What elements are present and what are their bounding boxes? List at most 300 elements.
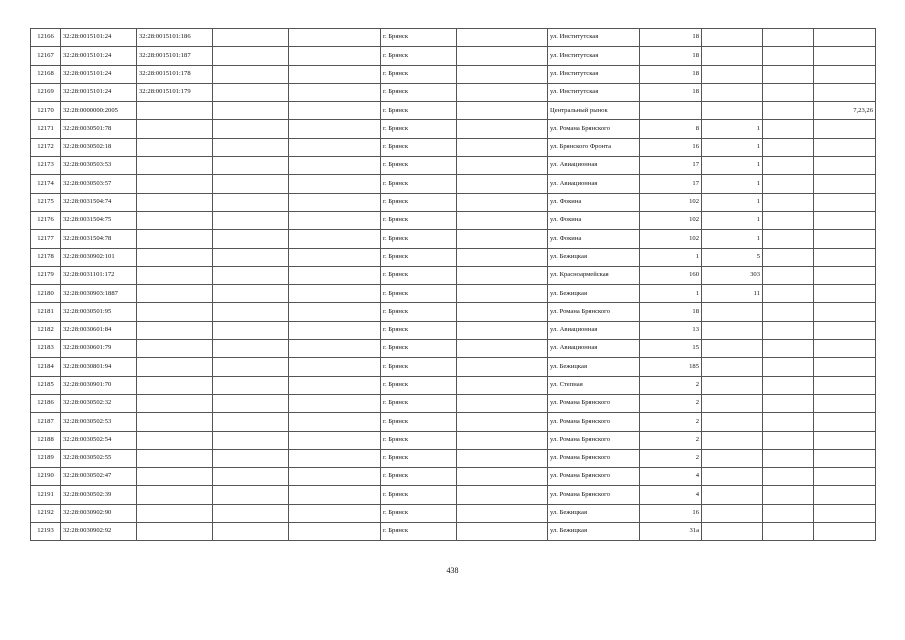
table-row: [31, 431, 876, 449]
cell-column-7: [457, 157, 548, 175]
cell-sub-cadastral-number: [137, 523, 213, 541]
cell-extra: [814, 321, 876, 339]
cell-house-number: 2: [640, 394, 702, 412]
cell-city: г. Брянск: [381, 193, 457, 211]
cell-column-5: [289, 303, 381, 321]
cell-city: г. Брянск: [381, 468, 457, 486]
cell-house-number: 18: [640, 65, 702, 83]
cell-city: г. Брянск: [381, 303, 457, 321]
cell-house-number: 8: [640, 120, 702, 138]
cell-column-7: [457, 193, 548, 211]
cell-column-11: [763, 83, 814, 101]
cell-street: ул. Романа Брянского: [548, 486, 640, 504]
cell-cadastral-number: 32:28:0030502:39: [61, 486, 137, 504]
cell-extra: [814, 449, 876, 467]
cell-extra: [814, 413, 876, 431]
cell-extra: [814, 394, 876, 412]
cell-extra: [814, 138, 876, 156]
table-row: [31, 266, 876, 284]
cell-row-number: 12176: [31, 211, 61, 229]
cell-extra: [814, 468, 876, 486]
cell-apartment: 1: [702, 175, 763, 193]
cell-extra: [814, 230, 876, 248]
cell-house-number: 16: [640, 138, 702, 156]
cell-column-7: [457, 175, 548, 193]
cell-street: ул. Авиационная: [548, 321, 640, 339]
cell-sub-cadastral-number: 32:28:0015101:187: [137, 47, 213, 65]
table-row: [31, 486, 876, 504]
cell-column-4: [213, 303, 289, 321]
cell-house-number: 160: [640, 266, 702, 284]
table-row: [31, 303, 876, 321]
cell-apartment: 1: [702, 211, 763, 229]
cell-row-number: 12187: [31, 413, 61, 431]
cell-sub-cadastral-number: [137, 303, 213, 321]
cell-apartment: 1: [702, 157, 763, 175]
cell-column-4: [213, 83, 289, 101]
cell-sub-cadastral-number: [137, 266, 213, 284]
cell-city: г. Брянск: [381, 102, 457, 120]
cell-column-11: [763, 230, 814, 248]
cell-city: г. Брянск: [381, 29, 457, 47]
cell-row-number: 12189: [31, 449, 61, 467]
cell-extra: [814, 47, 876, 65]
cell-column-11: [763, 248, 814, 266]
cell-extra: 7,23,26: [814, 102, 876, 120]
cell-cadastral-number: 32:28:0031504:74: [61, 193, 137, 211]
cell-house-number: 1: [640, 285, 702, 303]
cell-column-5: [289, 376, 381, 394]
table-row: [31, 285, 876, 303]
cell-column-5: [289, 230, 381, 248]
cell-sub-cadastral-number: [137, 120, 213, 138]
cell-sub-cadastral-number: [137, 193, 213, 211]
cell-city: г. Брянск: [381, 83, 457, 101]
table-row: [31, 65, 876, 83]
cell-extra: [814, 248, 876, 266]
cell-row-number: 12188: [31, 431, 61, 449]
cell-street: ул. Романа Брянского: [548, 120, 640, 138]
cell-apartment: 1: [702, 120, 763, 138]
cell-house-number: 18: [640, 29, 702, 47]
cell-house-number: 4: [640, 468, 702, 486]
cell-sub-cadastral-number: [137, 486, 213, 504]
cell-row-number: 12171: [31, 120, 61, 138]
cell-column-7: [457, 376, 548, 394]
cell-column-4: [213, 413, 289, 431]
cell-column-5: [289, 211, 381, 229]
cell-cadastral-number: 32:28:0030502:55: [61, 449, 137, 467]
cell-apartment: [702, 449, 763, 467]
cell-cadastral-number: 32:28:0030502:47: [61, 468, 137, 486]
cell-row-number: 12175: [31, 193, 61, 211]
cell-column-5: [289, 321, 381, 339]
cell-apartment: [702, 65, 763, 83]
cell-city: г. Брянск: [381, 157, 457, 175]
cell-column-7: [457, 468, 548, 486]
cell-house-number: 17: [640, 175, 702, 193]
cell-column-4: [213, 285, 289, 303]
cell-column-4: [213, 468, 289, 486]
cell-sub-cadastral-number: [137, 230, 213, 248]
table-row: [31, 468, 876, 486]
cell-row-number: 12181: [31, 303, 61, 321]
cell-row-number: 12169: [31, 83, 61, 101]
cell-street: ул. Фокина: [548, 211, 640, 229]
cell-house-number: [640, 102, 702, 120]
cell-apartment: [702, 376, 763, 394]
cell-sub-cadastral-number: [137, 157, 213, 175]
cell-column-11: [763, 120, 814, 138]
cell-column-5: [289, 47, 381, 65]
cell-column-4: [213, 157, 289, 175]
cell-column-7: [457, 248, 548, 266]
cell-column-11: [763, 394, 814, 412]
table-row: [31, 376, 876, 394]
cell-column-7: [457, 138, 548, 156]
cell-apartment: [702, 358, 763, 376]
cell-city: г. Брянск: [381, 211, 457, 229]
cell-cadastral-number: 32:28:0030801:94: [61, 358, 137, 376]
cell-column-11: [763, 449, 814, 467]
cell-cadastral-number: 32:28:0000000:2005: [61, 102, 137, 120]
cell-column-4: [213, 211, 289, 229]
table-row: [31, 120, 876, 138]
cell-street: ул. Бежицкая: [548, 285, 640, 303]
cell-extra: [814, 303, 876, 321]
cell-column-4: [213, 47, 289, 65]
cell-house-number: 185: [640, 358, 702, 376]
table-row: [31, 504, 876, 522]
cell-sub-cadastral-number: [137, 431, 213, 449]
cell-extra: [814, 157, 876, 175]
table-row: [31, 83, 876, 101]
table-row: [31, 138, 876, 156]
table-row: [31, 340, 876, 358]
cell-city: г. Брянск: [381, 230, 457, 248]
cell-apartment: [702, 83, 763, 101]
cell-sub-cadastral-number: 32:28:0015101:186: [137, 29, 213, 47]
cell-column-7: [457, 102, 548, 120]
cell-street: Центральный рынок: [548, 102, 640, 120]
cell-street: ул. Авиационная: [548, 175, 640, 193]
cell-column-11: [763, 523, 814, 541]
cell-column-11: [763, 266, 814, 284]
cell-sub-cadastral-number: [137, 468, 213, 486]
table-row: [31, 523, 876, 541]
cell-cadastral-number: 32:28:0030502:18: [61, 138, 137, 156]
cell-cadastral-number: 32:28:0031101:172: [61, 266, 137, 284]
cell-row-number: 12184: [31, 358, 61, 376]
cell-cadastral-number: 32:28:0030901:70: [61, 376, 137, 394]
cell-cadastral-number: 32:28:0030503:53: [61, 157, 137, 175]
cell-sub-cadastral-number: [137, 394, 213, 412]
cell-house-number: 102: [640, 230, 702, 248]
cell-street: ул. Романа Брянского: [548, 303, 640, 321]
cell-city: г. Брянск: [381, 358, 457, 376]
cell-sub-cadastral-number: 32:28:0015101:178: [137, 65, 213, 83]
cell-apartment: [702, 468, 763, 486]
cell-column-4: [213, 65, 289, 83]
cell-city: г. Брянск: [381, 138, 457, 156]
cell-column-11: [763, 102, 814, 120]
cell-city: г. Брянск: [381, 486, 457, 504]
cell-column-11: [763, 468, 814, 486]
cell-row-number: 12170: [31, 102, 61, 120]
cell-column-7: [457, 340, 548, 358]
cell-column-4: [213, 358, 289, 376]
cell-city: г. Брянск: [381, 340, 457, 358]
cell-column-4: [213, 175, 289, 193]
cell-street: ул. Бежицкая: [548, 504, 640, 522]
cell-column-5: [289, 138, 381, 156]
cell-house-number: 18: [640, 47, 702, 65]
cell-column-7: [457, 211, 548, 229]
cell-column-4: [213, 138, 289, 156]
cell-column-7: [457, 120, 548, 138]
cell-column-5: [289, 193, 381, 211]
cell-extra: [814, 358, 876, 376]
cell-cadastral-number: 32:28:0030501:78: [61, 120, 137, 138]
cell-cadastral-number: 32:28:0030503:57: [61, 175, 137, 193]
cell-sub-cadastral-number: [137, 138, 213, 156]
cell-column-5: [289, 120, 381, 138]
cell-street: ул. Фокина: [548, 193, 640, 211]
cell-apartment: [702, 29, 763, 47]
cell-column-7: [457, 65, 548, 83]
cell-city: г. Брянск: [381, 431, 457, 449]
cell-column-7: [457, 431, 548, 449]
cell-street: ул. Авиационная: [548, 340, 640, 358]
cell-column-5: [289, 468, 381, 486]
cell-column-7: [457, 83, 548, 101]
cell-extra: [814, 175, 876, 193]
cell-cadastral-number: 32:28:0031504:78: [61, 230, 137, 248]
cell-column-11: [763, 175, 814, 193]
cell-row-number: 12183: [31, 340, 61, 358]
cell-house-number: 102: [640, 211, 702, 229]
cell-house-number: 1: [640, 248, 702, 266]
cell-column-4: [213, 340, 289, 358]
cell-cadastral-number: 32:28:0030903:1887: [61, 285, 137, 303]
table-row: [31, 47, 876, 65]
cell-column-4: [213, 29, 289, 47]
cell-extra: [814, 266, 876, 284]
cell-city: г. Брянск: [381, 65, 457, 83]
cell-city: г. Брянск: [381, 523, 457, 541]
cell-street: ул. Институтская: [548, 65, 640, 83]
cell-street: ул. Романа Брянского: [548, 449, 640, 467]
cell-column-7: [457, 321, 548, 339]
page-number: 438: [446, 566, 459, 575]
cell-column-11: [763, 504, 814, 522]
cell-sub-cadastral-number: [137, 285, 213, 303]
cell-row-number: 12180: [31, 285, 61, 303]
cell-column-5: [289, 413, 381, 431]
table-row: [31, 449, 876, 467]
cell-apartment: 5: [702, 248, 763, 266]
cell-house-number: 13: [640, 321, 702, 339]
cell-column-4: [213, 266, 289, 284]
cell-extra: [814, 376, 876, 394]
cell-house-number: 16: [640, 504, 702, 522]
cell-city: г. Брянск: [381, 266, 457, 284]
cell-column-5: [289, 65, 381, 83]
cell-column-5: [289, 523, 381, 541]
cell-column-11: [763, 211, 814, 229]
cell-column-11: [763, 321, 814, 339]
cell-house-number: 2: [640, 413, 702, 431]
cell-street: ул. Романа Брянского: [548, 431, 640, 449]
cell-column-11: [763, 358, 814, 376]
cell-column-5: [289, 394, 381, 412]
table-row: [31, 193, 876, 211]
cell-sub-cadastral-number: [137, 449, 213, 467]
cell-column-7: [457, 394, 548, 412]
cell-column-11: [763, 413, 814, 431]
cell-column-5: [289, 486, 381, 504]
cell-city: г. Брянск: [381, 47, 457, 65]
cell-city: г. Брянск: [381, 120, 457, 138]
cell-cadastral-number: 32:28:0030501:95: [61, 303, 137, 321]
cell-column-5: [289, 248, 381, 266]
cell-street: ул. Брянского Фронта: [548, 138, 640, 156]
cell-apartment: 1: [702, 230, 763, 248]
cell-row-number: 12173: [31, 157, 61, 175]
cell-column-11: [763, 138, 814, 156]
cell-street: ул. Красноармейская: [548, 266, 640, 284]
cell-extra: [814, 285, 876, 303]
cell-street: ул. Институтская: [548, 29, 640, 47]
cell-apartment: [702, 394, 763, 412]
cell-extra: [814, 486, 876, 504]
table-row: [31, 29, 876, 47]
cell-row-number: 12182: [31, 321, 61, 339]
cell-row-number: 12167: [31, 47, 61, 65]
cell-extra: [814, 65, 876, 83]
table-row: [31, 175, 876, 193]
cell-row-number: 12186: [31, 394, 61, 412]
cell-column-5: [289, 285, 381, 303]
cell-column-5: [289, 157, 381, 175]
cell-column-5: [289, 358, 381, 376]
cell-sub-cadastral-number: [137, 175, 213, 193]
cell-column-11: [763, 303, 814, 321]
cell-apartment: [702, 102, 763, 120]
cell-extra: [814, 193, 876, 211]
cell-extra: [814, 340, 876, 358]
cell-column-4: [213, 193, 289, 211]
cell-column-4: [213, 504, 289, 522]
cell-column-11: [763, 157, 814, 175]
cell-street: ул. Романа Брянского: [548, 394, 640, 412]
cell-street: ул. Бежицкая: [548, 358, 640, 376]
cell-column-5: [289, 175, 381, 193]
cell-column-5: [289, 340, 381, 358]
cell-column-4: [213, 102, 289, 120]
cell-column-7: [457, 47, 548, 65]
cell-cadastral-number: 32:28:0030902:90: [61, 504, 137, 522]
cell-house-number: 17: [640, 157, 702, 175]
cell-column-7: [457, 523, 548, 541]
cell-extra: [814, 83, 876, 101]
cell-street: ул. Романа Брянского: [548, 413, 640, 431]
cell-cadastral-number: 32:28:0015101:24: [61, 47, 137, 65]
cell-extra: [814, 523, 876, 541]
cell-apartment: [702, 486, 763, 504]
cell-street: ул. Степная: [548, 376, 640, 394]
cell-column-11: [763, 65, 814, 83]
cell-street: ул. Бежицкая: [548, 523, 640, 541]
cell-row-number: 12166: [31, 29, 61, 47]
cell-apartment: [702, 523, 763, 541]
cell-house-number: 18: [640, 83, 702, 101]
cell-cadastral-number: 32:28:0030601:79: [61, 340, 137, 358]
cell-city: г. Брянск: [381, 449, 457, 467]
cell-apartment: [702, 340, 763, 358]
cell-column-7: [457, 230, 548, 248]
cell-cadastral-number: 32:28:0030902:92: [61, 523, 137, 541]
cell-extra: [814, 29, 876, 47]
cell-city: г. Брянск: [381, 413, 457, 431]
cell-city: г. Брянск: [381, 394, 457, 412]
cell-column-11: [763, 193, 814, 211]
cell-cadastral-number: 32:28:0030502:54: [61, 431, 137, 449]
cell-row-number: 12172: [31, 138, 61, 156]
cell-city: г. Брянск: [381, 376, 457, 394]
cell-column-4: [213, 486, 289, 504]
cell-column-7: [457, 303, 548, 321]
cell-house-number: 18: [640, 303, 702, 321]
cell-column-4: [213, 321, 289, 339]
cell-apartment: [702, 431, 763, 449]
table-row: [31, 413, 876, 431]
cell-house-number: 2: [640, 376, 702, 394]
table-row: [31, 248, 876, 266]
cell-house-number: 2: [640, 449, 702, 467]
cell-sub-cadastral-number: 32:28:0015101:179: [137, 83, 213, 101]
cell-column-5: [289, 102, 381, 120]
cell-house-number: 15: [640, 340, 702, 358]
cell-column-4: [213, 431, 289, 449]
cell-column-4: [213, 248, 289, 266]
cell-apartment: [702, 321, 763, 339]
cell-sub-cadastral-number: [137, 102, 213, 120]
cell-row-number: 12185: [31, 376, 61, 394]
cell-column-4: [213, 394, 289, 412]
registry-table: [30, 28, 876, 541]
cell-city: г. Брянск: [381, 321, 457, 339]
cell-apartment: 1: [702, 138, 763, 156]
table-row: [31, 358, 876, 376]
cell-apartment: [702, 47, 763, 65]
cell-cadastral-number: 32:28:0015101:24: [61, 65, 137, 83]
cell-sub-cadastral-number: [137, 340, 213, 358]
cell-column-5: [289, 266, 381, 284]
cell-column-7: [457, 358, 548, 376]
cell-row-number: 12178: [31, 248, 61, 266]
cell-row-number: 12177: [31, 230, 61, 248]
cell-row-number: 12179: [31, 266, 61, 284]
cell-extra: [814, 120, 876, 138]
cell-column-7: [457, 486, 548, 504]
cell-row-number: 12168: [31, 65, 61, 83]
cell-city: г. Брянск: [381, 285, 457, 303]
cell-column-5: [289, 431, 381, 449]
cell-column-5: [289, 449, 381, 467]
cell-column-7: [457, 266, 548, 284]
cell-column-7: [457, 285, 548, 303]
